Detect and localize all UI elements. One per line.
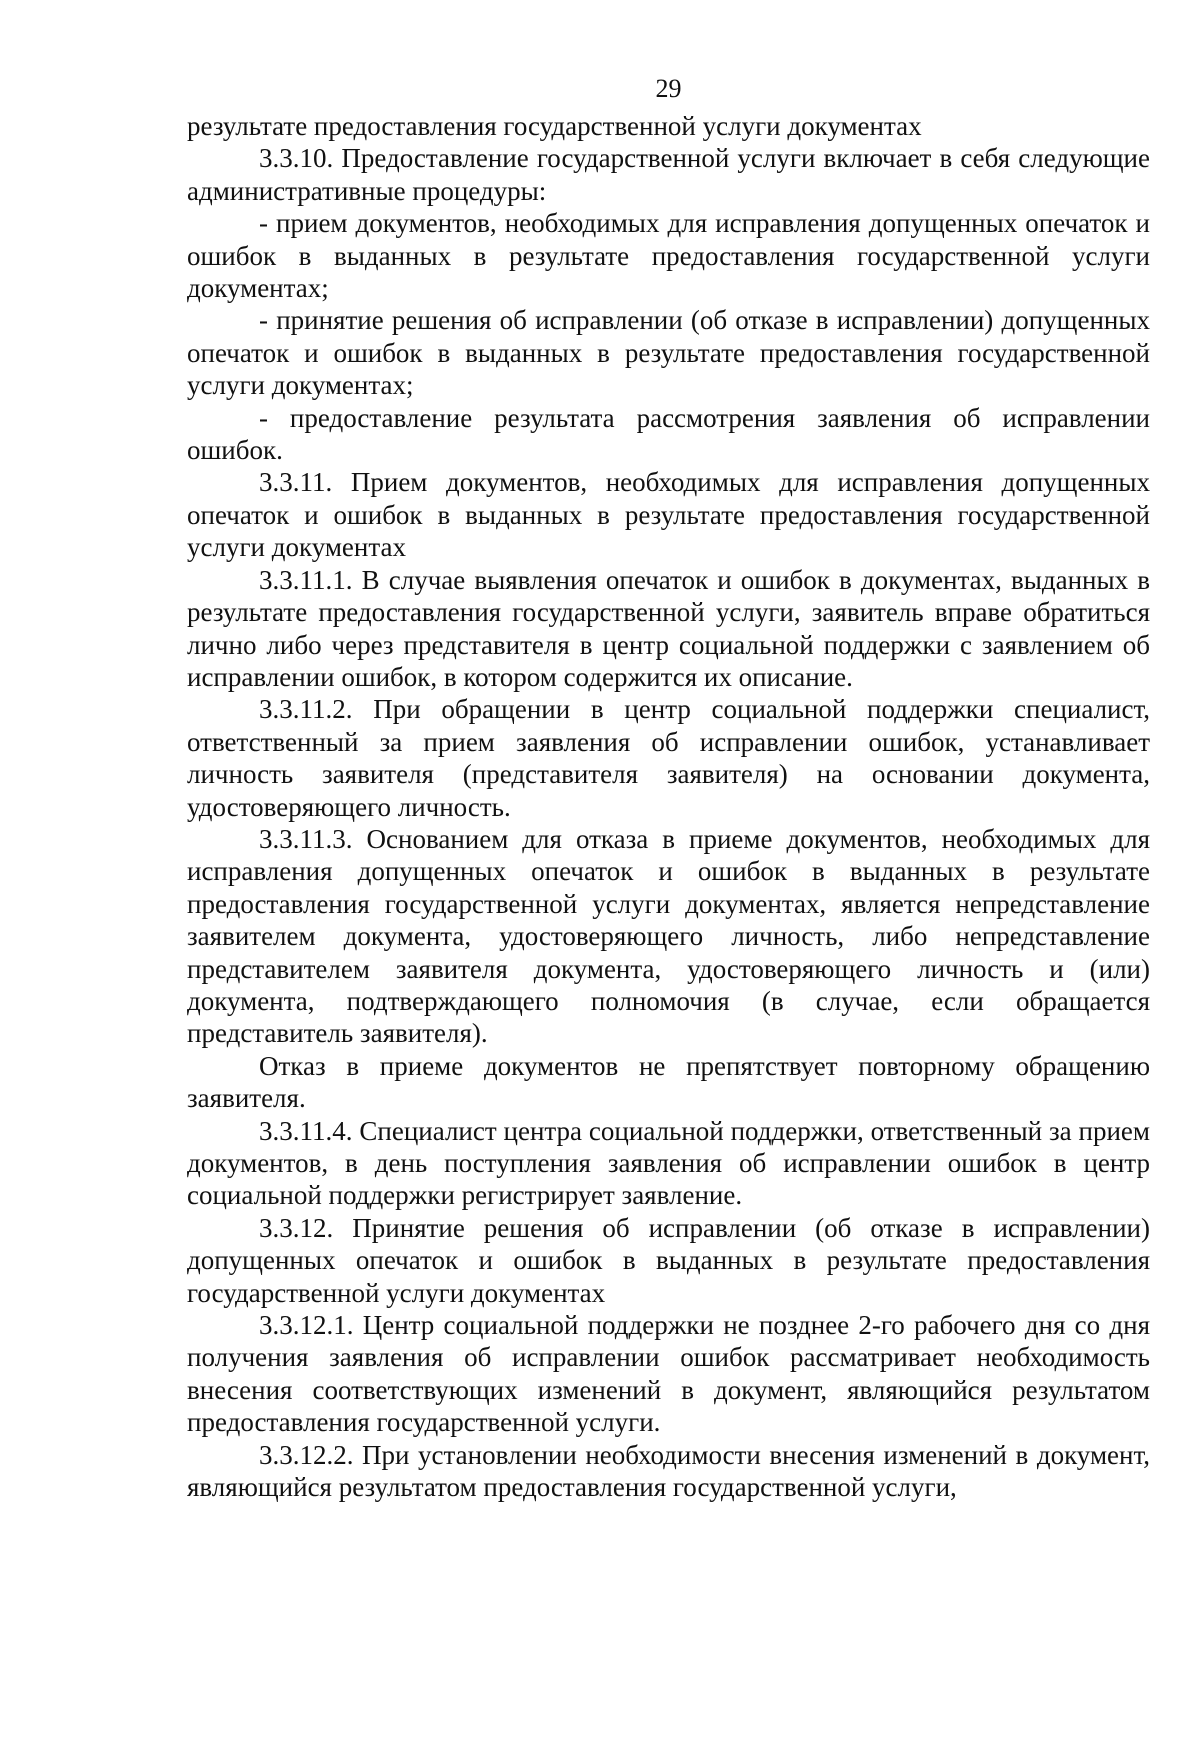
list-item-procedure-1: - прием документов, необходимых для исправления допущенных опечаток и ошибок в выданных в результате предоставления государственной услуги документах;: [187, 208, 1150, 304]
paragraph-3-3-10: 3.3.10. Предоставление государственной услуги включает в себя следующие административные процедуры:: [187, 143, 1150, 206]
paragraph-3-3-11-3: 3.3.11.3. Основанием для отказа в приеме документов, необходимых для исправления допущенных опечаток и ошибок в выданных в результате предоставления государственной услуги документах, является непредставление заявителем документа, удостоверяющего личность, либо непредставление представителем заявителя документа, удостоверяющего личность и (или) документа, подтверждающего полномочия (в случае, если обращается представитель заявителя).: [187, 823, 1150, 1049]
paragraph-3-3-11-4: 3.3.11.4. Специалист центра социальной поддержки, ответственный за прием документов, в день поступления заявления об исправлении ошибок в центр социальной поддержки регистрирует заявление.: [187, 1115, 1150, 1211]
list-item-procedure-2: - принятие решения об исправлении (об отказе в исправлении) допущенных опечаток и ошибок в выданных в результате предоставления государственной услуги документах;: [187, 305, 1150, 401]
paragraph-continuation: результате предоставления государственной услуги документах: [187, 111, 922, 141]
paragraph-3-3-12-2: 3.3.12.2. При установлении необходимости внесения изменений в документ, являющийся результатом предоставления государственной услуги,: [187, 1439, 1150, 1503]
page-number: 29: [655, 74, 682, 103]
paragraph-3-3-12: 3.3.12. Принятие решения об исправлении (об отказе в исправлении) допущенных опечаток и ошибок в выданных в результате предоставления государственной услуги документах: [187, 1212, 1150, 1308]
paragraph-3-3-12-1: 3.3.12.1. Центр социальной поддержки не позднее 2-го рабочего дня со дня получения заявления об исправлении ошибок рассматривает необходимость внесения соответствующих изменений в документ, являющийся результатом предоставления государственной услуги.: [187, 1310, 1150, 1438]
paragraph-3-3-11: 3.3.11. Прием документов, необходимых для исправления допущенных опечаток и ошибок в выданных в результате предоставления государственной услуги документах: [187, 467, 1150, 563]
document-body: [187, 110, 1150, 1503]
paragraph-3-3-11-2: 3.3.11.2. При обращении в центр социальной поддержки специалист, ответственный за прием заявления об исправлении ошибок, устанавливает личность заявителя (представителя заявителя) на основании документа, удостоверяющего личность.: [187, 694, 1150, 822]
paragraph-3-3-11-1: 3.3.11.1. В случае выявления опечаток и ошибок в документах, выданных в результате предоставления государственной услуги, заявитель вправе обратиться лично либо через представителя в центр социальной поддержки с заявлением об исправлении ошибок, в котором содержится их описание.: [187, 564, 1150, 692]
paragraph-refusal-note: Отказ в приеме документов не препятствует повторному обращению заявителя.: [187, 1050, 1150, 1114]
list-item-procedure-3: - предоставление результата рассмотрения заявления об исправлении ошибок.: [187, 402, 1150, 466]
